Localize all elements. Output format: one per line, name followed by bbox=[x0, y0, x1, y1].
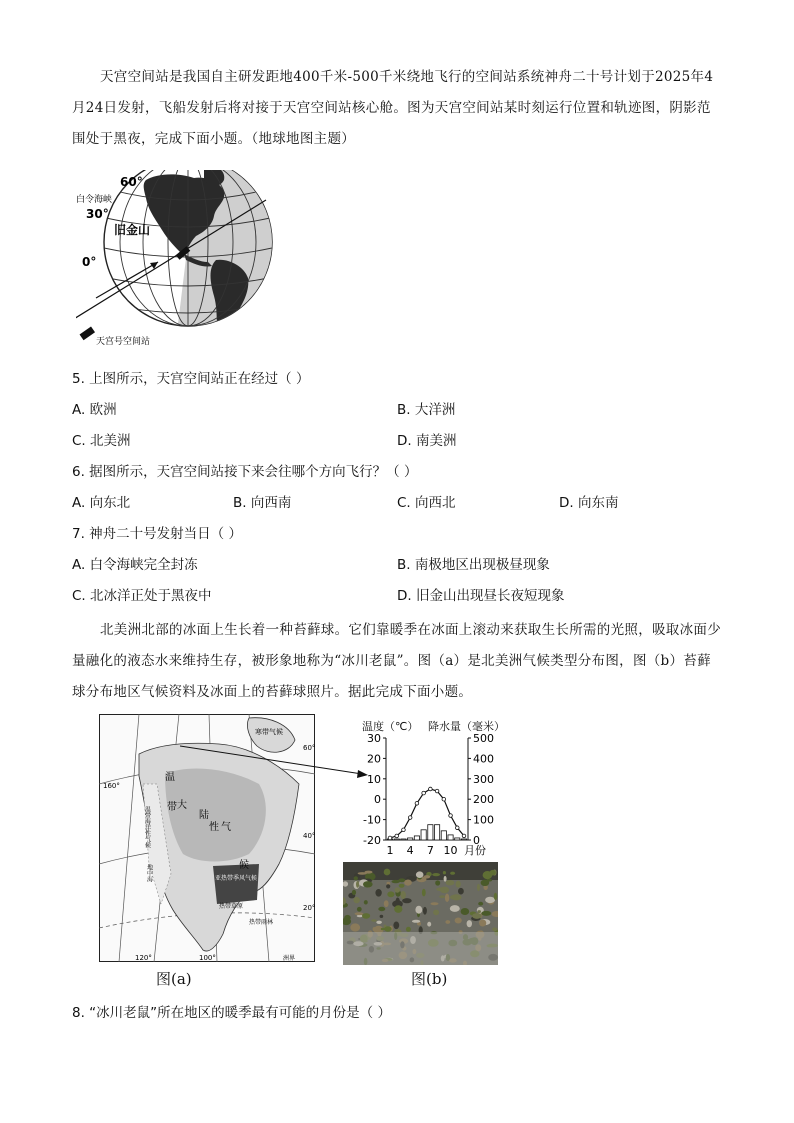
temp-point bbox=[449, 814, 453, 818]
temp-point bbox=[455, 826, 459, 830]
moss-ball bbox=[371, 919, 377, 922]
map-label-5: 性 bbox=[209, 822, 219, 833]
x-tick-label: 10 bbox=[443, 844, 458, 857]
sf-label: 旧金山 bbox=[114, 223, 151, 237]
passage-2: 北美洲北部的冰面上生长着一种苔藓球。它们靠暖季在冰面上滚动来获取生长所需的光照，吸取冰面少量融化的液态水来维持生存，被形象地称为“冰川老鼠”。图（a）是北美洲气候类型分布图，图（b）苔藓球分布地区气候资料及冰面上的苔藓球照片。据此完成下面小题。 bbox=[72, 622, 721, 700]
moss-ball bbox=[450, 872, 455, 875]
q6-option-c[interactable]: C. 向西北 bbox=[397, 495, 456, 511]
moss-ball bbox=[444, 876, 447, 882]
moss-ball bbox=[393, 922, 399, 930]
map-lat-40: 40° bbox=[303, 832, 315, 840]
moss-ball bbox=[436, 887, 447, 891]
q6-option-d[interactable]: D. 向东南 bbox=[559, 495, 619, 511]
moss-ball bbox=[376, 921, 382, 924]
moss-ball bbox=[357, 907, 362, 912]
climate-precip-axis-label: 降水量（毫米） bbox=[428, 720, 505, 733]
moss-ball bbox=[354, 897, 360, 903]
left-tick-label: -10 bbox=[363, 813, 381, 827]
moss-ball bbox=[481, 911, 491, 916]
map-label-2: 带 bbox=[167, 802, 177, 813]
moss-ball bbox=[381, 928, 385, 931]
moss-ball bbox=[481, 880, 490, 886]
moss-ball bbox=[362, 913, 370, 919]
moss-ball bbox=[477, 884, 480, 891]
right-tick-label: 400 bbox=[473, 752, 494, 766]
moss-ball bbox=[472, 913, 482, 919]
moss-ball bbox=[458, 888, 464, 895]
map-lat-60: 60° bbox=[303, 744, 315, 752]
temp-point bbox=[415, 801, 419, 805]
moss-ball bbox=[431, 902, 439, 905]
moss-ball bbox=[461, 908, 470, 915]
map-label-11: 热带草原 bbox=[219, 903, 244, 910]
precip-bar bbox=[441, 831, 446, 840]
pointer-arrow bbox=[180, 744, 370, 784]
moss-ball bbox=[456, 881, 461, 888]
temp-point bbox=[395, 834, 399, 838]
lat-60-label: 60° bbox=[120, 175, 143, 189]
moss-ball-photo bbox=[343, 862, 498, 965]
right-tick-label: 500 bbox=[473, 732, 494, 745]
moss-ball bbox=[477, 910, 481, 913]
left-tick-label: 20 bbox=[367, 752, 381, 766]
temp-line bbox=[390, 789, 464, 838]
precip-bar bbox=[394, 839, 399, 840]
q5-option-a[interactable]: A. 欧洲 bbox=[72, 402, 117, 418]
x-tick-label: 1 bbox=[386, 844, 394, 857]
globe-figure bbox=[76, 170, 276, 350]
precip-bar bbox=[448, 835, 453, 840]
passage-1: 天宫空间站是我国自主研发距地400千米-500千米绕地飞行的空间站系统神舟二十号计划于2025年4月24日发射，飞船发射后将对接于天宫空间站核心舱。图为天宫空间站某时刻运行位置和轨迹图，阴影范围处于黑夜，完成下面小题。（地球地图主题） bbox=[72, 69, 714, 147]
x-axis-label: 月份 bbox=[464, 844, 486, 857]
map-label-4: 陆 bbox=[199, 810, 209, 821]
map-label-0: 寒带气候 bbox=[255, 728, 283, 736]
moss-ball bbox=[435, 880, 440, 885]
moss-ball bbox=[364, 900, 368, 904]
temp-point bbox=[442, 797, 446, 801]
moss-ball bbox=[406, 927, 411, 932]
map-label-6: 气 bbox=[221, 822, 231, 833]
q5-option-d[interactable]: D. 南美洲 bbox=[397, 433, 457, 449]
right-tick-label: 100 bbox=[473, 813, 494, 827]
temp-point bbox=[408, 816, 412, 820]
map-lon-120: 120° bbox=[135, 954, 152, 962]
precip-bar bbox=[421, 830, 426, 840]
left-tick-label: 0 bbox=[374, 793, 381, 807]
q6-option-a[interactable]: A. 向东北 bbox=[72, 495, 131, 511]
moss-ball bbox=[427, 922, 431, 927]
moss-ball bbox=[373, 927, 377, 931]
right-tick-label: 0 bbox=[473, 834, 480, 847]
map-lon-100: 100° bbox=[199, 954, 216, 962]
moss-ball bbox=[344, 915, 351, 921]
precip-bar bbox=[408, 838, 413, 840]
moss-ball bbox=[446, 880, 455, 885]
moss-ball bbox=[395, 887, 401, 892]
q6-option-b[interactable]: B. 向西南 bbox=[233, 495, 292, 511]
q8-stem: 8. “冰川老鼠”所在地区的暖季最有可能的月份是（ ） bbox=[72, 1005, 391, 1021]
map-scale-label: 洲界 bbox=[283, 955, 296, 962]
figure-a-caption: 图(a) bbox=[156, 970, 192, 988]
moss-ball bbox=[485, 897, 495, 903]
temp-point bbox=[429, 787, 433, 791]
map-label-3: 大 bbox=[177, 800, 187, 811]
map-label-9: 地中海 bbox=[145, 864, 153, 882]
moss-ball bbox=[356, 881, 359, 888]
q7-option-c[interactable]: C. 北冰洋正处于黑夜中 bbox=[72, 588, 212, 604]
q5-option-c[interactable]: C. 北美洲 bbox=[72, 433, 131, 449]
map-label-8: 温带海洋性气候 bbox=[143, 806, 151, 848]
climate-temp-axis-label: 温度（℃） bbox=[362, 720, 419, 733]
moss-ball bbox=[394, 905, 402, 913]
map-lat-20: 20° bbox=[303, 904, 315, 912]
q5-option-b[interactable]: B. 大洋洲 bbox=[397, 402, 456, 418]
moss-ball bbox=[423, 875, 430, 878]
moss-ball bbox=[433, 910, 439, 916]
moss-ball bbox=[492, 927, 497, 931]
map-label-10: 亚热带季风气候 bbox=[215, 875, 258, 882]
south-america-shape bbox=[211, 260, 249, 340]
lat-0-label: 0° bbox=[82, 255, 97, 269]
subtropical-monsoon-zone bbox=[213, 864, 259, 904]
left-tick-label: -20 bbox=[363, 834, 381, 847]
moss-ball bbox=[392, 880, 400, 883]
temp-point bbox=[435, 789, 439, 793]
map-label-1: 温 bbox=[165, 772, 175, 783]
precip-bar bbox=[414, 836, 419, 840]
temp-point bbox=[422, 791, 426, 795]
moss-ball bbox=[415, 906, 422, 914]
q7-option-b[interactable]: B. 南极地区出现极昼现象 bbox=[397, 557, 550, 573]
x-tick-label: 4 bbox=[406, 844, 414, 857]
q7-option-a[interactable]: A. 白令海峡完全封冻 bbox=[72, 557, 198, 573]
right-tick-label: 200 bbox=[473, 793, 494, 807]
moss-ball bbox=[494, 893, 497, 900]
moss-ball bbox=[378, 907, 385, 911]
moss-ball bbox=[439, 895, 445, 898]
moss-ball bbox=[401, 891, 406, 899]
moss-ball bbox=[416, 871, 424, 878]
temp-point bbox=[462, 834, 466, 838]
moss-ball bbox=[350, 923, 360, 931]
moss-ball bbox=[443, 871, 446, 874]
temp-point bbox=[388, 836, 392, 840]
moss-ball bbox=[384, 869, 391, 876]
map-lon-160: 160° bbox=[103, 782, 120, 790]
moss-ball bbox=[432, 873, 440, 876]
precip-bar bbox=[428, 825, 433, 840]
climate-chart bbox=[356, 732, 506, 862]
moss-ball bbox=[455, 918, 462, 924]
moss-ball bbox=[445, 920, 450, 924]
moss-ball bbox=[355, 912, 364, 915]
map-label-12: 热带雨林 bbox=[249, 919, 274, 926]
station-legend-icon bbox=[80, 327, 95, 341]
left-tick-label: 30 bbox=[367, 732, 381, 745]
moss-ball bbox=[450, 895, 461, 900]
x-tick-label: 7 bbox=[426, 844, 434, 857]
moss-ball bbox=[423, 907, 427, 915]
left-tick-label: 10 bbox=[367, 772, 381, 786]
q6-stem: 6. 据图所示，天宫空间站接下来会往哪个方向飞行？（ ） bbox=[72, 464, 418, 480]
moss-ball bbox=[384, 900, 389, 907]
q7-option-d[interactable]: D. 旧金山出现昼长夜短现象 bbox=[397, 588, 565, 604]
map-label-7: 候 bbox=[239, 860, 249, 871]
moss-ball bbox=[479, 920, 486, 927]
figure-b-caption: 图(b) bbox=[411, 970, 448, 988]
moss-ball bbox=[450, 905, 460, 912]
precip-bar bbox=[401, 839, 406, 840]
q5-stem: 5. 上图所示，天宫空间站正在经过（ ） bbox=[72, 371, 310, 387]
moss-ball bbox=[490, 870, 496, 876]
temp-point bbox=[402, 828, 406, 832]
station-legend-label: 天宫号空间站 bbox=[96, 337, 151, 347]
moss-ball bbox=[412, 920, 420, 923]
moss-ball bbox=[478, 902, 483, 906]
moss-ball bbox=[375, 889, 381, 897]
moss-ball bbox=[363, 881, 373, 887]
moss-ball bbox=[422, 889, 426, 897]
bering-label: 白令海峡 bbox=[76, 195, 113, 205]
moss-ball bbox=[386, 884, 390, 888]
moss-ball bbox=[467, 920, 472, 927]
moss-ball bbox=[445, 894, 449, 902]
moss-ball bbox=[387, 891, 394, 897]
moss-ball bbox=[384, 926, 391, 931]
moss-ball bbox=[404, 880, 412, 886]
lat-30-label: 30° bbox=[86, 207, 109, 221]
moss-ball bbox=[354, 876, 358, 880]
right-tick-label: 300 bbox=[473, 772, 494, 786]
q7-stem: 7. 神舟二十号发射当日（ ） bbox=[72, 526, 242, 542]
moss-ball bbox=[352, 890, 356, 895]
moss-ball bbox=[399, 884, 405, 888]
moss-ball bbox=[380, 915, 384, 918]
precip-bar bbox=[434, 825, 439, 840]
moss-ball bbox=[358, 872, 367, 875]
precip-bar bbox=[461, 839, 466, 840]
precip-bar bbox=[455, 838, 460, 840]
